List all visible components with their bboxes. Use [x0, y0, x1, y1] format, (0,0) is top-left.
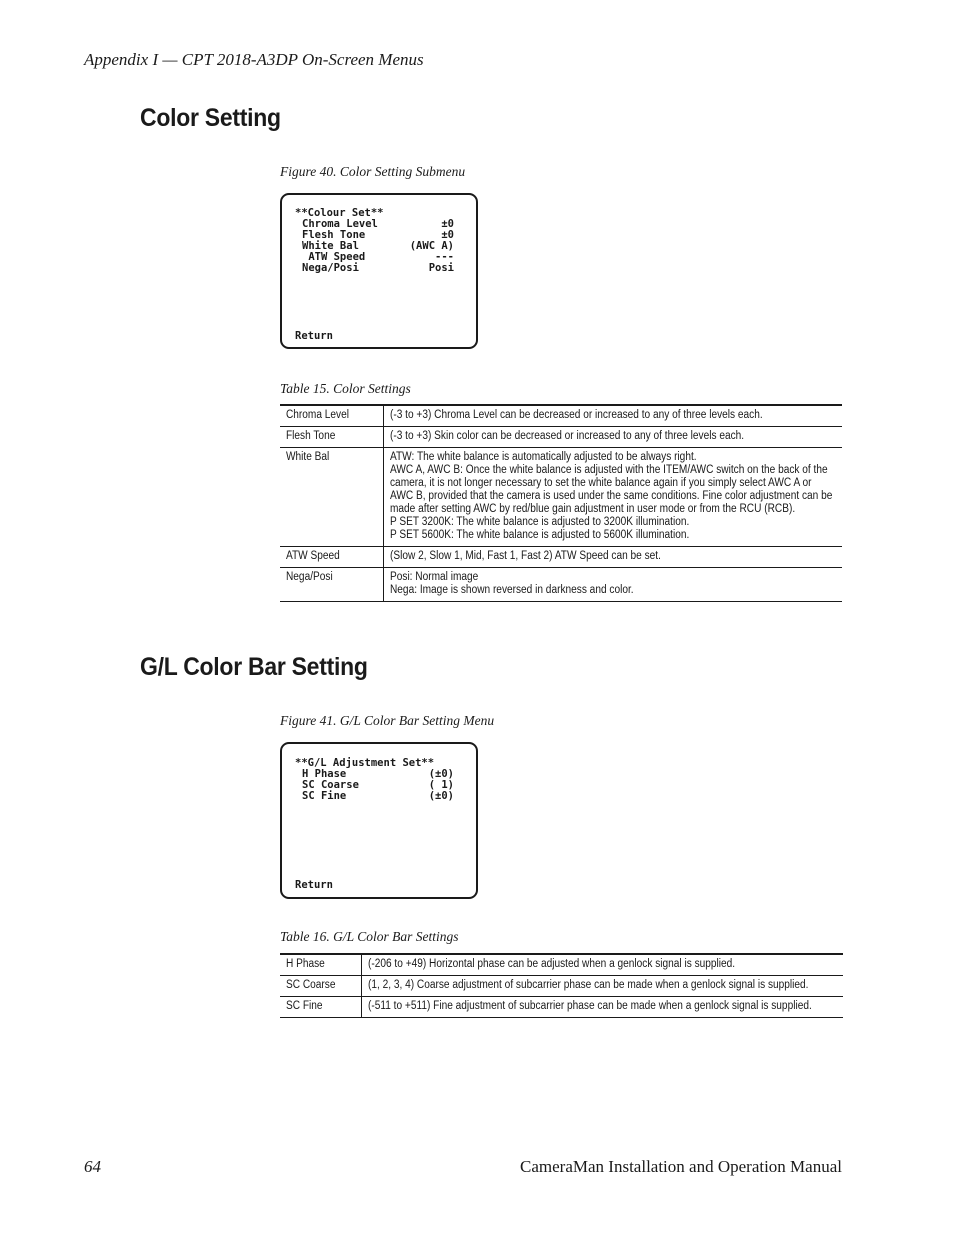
setting-name: SC Fine — [280, 997, 361, 1018]
osd-item-value: --- — [435, 251, 454, 263]
osd-item-label: SC Coarse — [302, 779, 359, 791]
table-row — [280, 568, 842, 602]
table-row — [280, 448, 842, 547]
setting-description: (Slow 2, Slow 1, Mid, Fast 1, Fast 2) ATW Speed can be set. — [383, 547, 842, 568]
osd-item-value: ±0 — [441, 218, 454, 230]
table-row — [280, 997, 843, 1018]
setting-description: ATW: The white balance is automatically adjusted to be always right. AWC A, AWC B: Once the white balance is adjusted with the ITEM/AWC switch on the back of the camera, it is not longer necessary to set the white balance again if you simply select AWC A or AWC B, provided that the camera is used under the same conditions. Fine color adjustment can be made after setting AWC by red/blue gain adjustment in user mode or from the RCU (RCB). P SET 3200K: The white balance is adjusted to 3200K illumination. P SET 5600K: The white balance is adjusted to 5600K illumination. — [383, 448, 842, 547]
osd-item-label: H Phase — [302, 768, 347, 780]
setting-name: Chroma Level — [280, 405, 383, 427]
table-row — [280, 976, 843, 997]
osd-item-value: Posi — [428, 262, 454, 274]
setting-description: (1, 2, 3, 4) Coarse adjustment of subcarrier phase can be made when a genlock signal is supplied. — [361, 976, 843, 997]
osd-item-label: White Bal — [302, 240, 359, 252]
osd-title: **G/L Adjustment Set** — [295, 757, 435, 769]
running-header: Appendix I — CPT 2018-A3DP On-Screen Menus — [84, 50, 424, 69]
osd-return: Return — [295, 879, 333, 891]
setting-name: H Phase — [280, 954, 361, 976]
osd-item-label: Chroma Level — [302, 218, 378, 230]
setting-description: (-3 to +3) Chroma Level can be decreased or increased to any of three levels each. — [383, 405, 842, 427]
table-row — [280, 547, 842, 568]
table-row — [280, 954, 843, 976]
setting-name: Nega/Posi — [280, 568, 383, 602]
figure-caption: Figure 41. G/L Color Bar Setting Menu — [280, 713, 495, 728]
section-title-color-setting: Color Setting — [140, 104, 281, 132]
color-settings-table — [280, 404, 842, 602]
table-caption: Table 15. Color Settings — [280, 381, 411, 396]
figure-caption: Figure 40. Color Setting Submenu — [280, 164, 466, 179]
osd-item — [302, 791, 454, 802]
osd-item-value: (AWC A) — [409, 240, 454, 252]
setting-description: (-3 to +3) Skin color can be decreased or increased to any of three levels each. — [383, 427, 842, 448]
setting-description: (-511 to +511) Fine adjustment of subcarrier phase can be made when a genlock signal is supplied. — [361, 997, 843, 1018]
osd-item-value: (±0) — [428, 768, 454, 780]
table-row — [280, 427, 842, 448]
setting-name: White Bal — [280, 448, 383, 547]
table-caption: Table 16. G/L Color Bar Settings — [280, 929, 459, 944]
gl-color-bar-settings-table — [280, 953, 843, 1018]
setting-name: SC Coarse — [280, 976, 361, 997]
osd-item-label: Flesh Tone — [302, 229, 366, 241]
osd-item-value: ( 1) — [428, 779, 454, 791]
page-number: 64 — [84, 1157, 101, 1176]
osd-title: **Colour Set** — [295, 207, 384, 219]
osd-return: Return — [295, 330, 333, 342]
osd-item — [302, 263, 454, 274]
setting-description: Posi: Normal image Nega: Image is shown reversed in darkness and color. — [383, 568, 842, 602]
setting-name: ATW Speed — [280, 547, 383, 568]
table-row — [280, 405, 842, 427]
osd-menu-gl-adjustment-set — [280, 742, 478, 899]
manual-title: CameraMan Installation and Operation Manual — [520, 1157, 842, 1176]
setting-description: (-206 to +49) Horizontal phase can be adjusted when a genlock signal is supplied. — [361, 954, 843, 976]
osd-item-value: (±0) — [428, 790, 454, 802]
osd-item-label: SC Fine — [302, 790, 347, 802]
section-title-gl-color-bar: G/L Color Bar Setting — [140, 653, 368, 681]
osd-item-value: ±0 — [441, 229, 454, 241]
osd-item-label: ATW Speed — [302, 251, 366, 263]
osd-menu-colour-set — [280, 193, 478, 349]
osd-item-label: Nega/Posi — [302, 262, 359, 274]
setting-name: Flesh Tone — [280, 427, 383, 448]
